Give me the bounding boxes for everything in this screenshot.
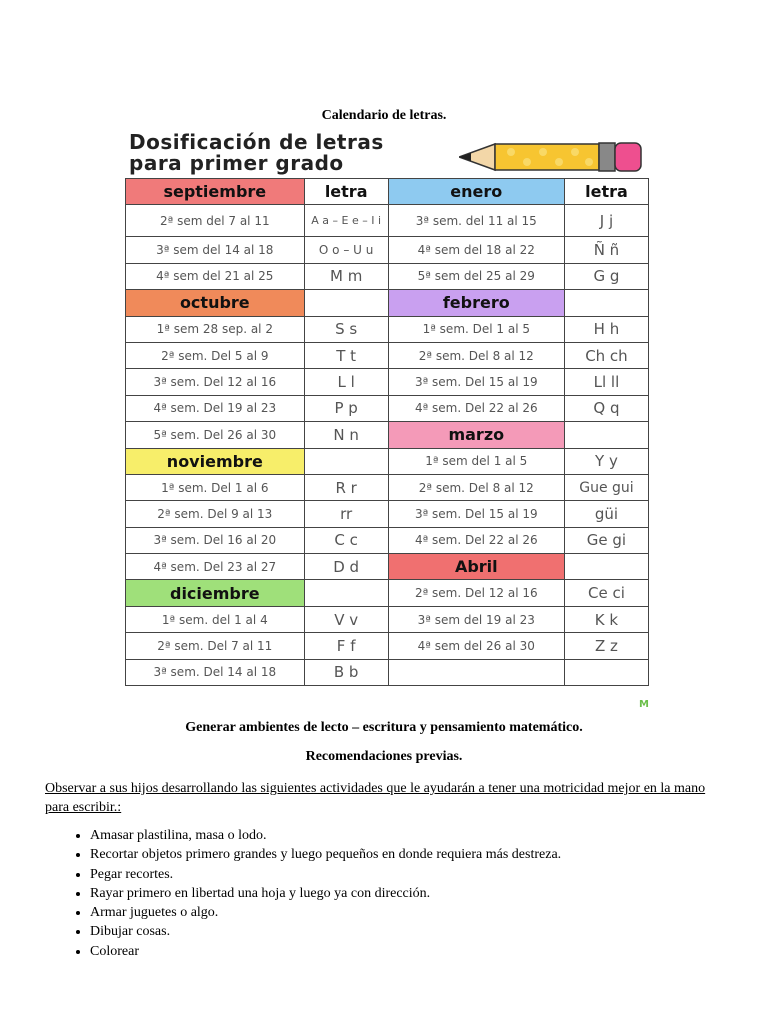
list-item: • Rayar primero en libertad una hoja y luego ya con dirección. — [90, 884, 561, 903]
letter-schedule-poster — [125, 128, 651, 710]
month-diciembre: diciembre — [126, 580, 305, 606]
week-cell: 3ª sem. Del 15 al 19 — [388, 369, 564, 395]
letter-cell: N n — [304, 422, 388, 448]
letter-cell: Ñ ñ — [564, 237, 648, 263]
week-cell: 4ª sem. Del 22 al 26 — [388, 395, 564, 421]
table-row — [126, 580, 649, 606]
letter-cell — [564, 659, 648, 685]
week-cell: 1ª sem 28 sep. al 2 — [126, 316, 305, 342]
table-row — [126, 422, 649, 448]
letter-cell: Ch ch — [564, 342, 648, 368]
table-row — [126, 474, 649, 500]
letter-cell: A a – E e – I i — [304, 205, 388, 237]
table-row — [126, 395, 649, 421]
section-title: Recomendaciones previas. — [305, 749, 463, 764]
week-cell: 3ª sem. Del 15 al 19 — [388, 501, 564, 527]
month-noviembre: noviembre — [126, 448, 305, 474]
list-item: • Pegar recortes. — [90, 865, 561, 884]
month-octubre: octubre — [126, 290, 305, 316]
table-row — [126, 554, 649, 580]
table-row — [126, 342, 649, 368]
table-row — [126, 205, 649, 237]
table-row — [126, 290, 649, 316]
letter-cell: Z z — [564, 633, 648, 659]
letter-cell: Ll ll — [564, 369, 648, 395]
document-title: Calendario de letras. — [321, 108, 447, 123]
letter-cell: V v — [304, 606, 388, 632]
week-cell — [388, 659, 564, 685]
pencil-icon — [459, 140, 645, 174]
month-enero: enero — [388, 179, 564, 205]
table-row — [126, 369, 649, 395]
letter-cell: J j — [564, 205, 648, 237]
week-cell: 5ª sem. Del 26 al 30 — [126, 422, 305, 448]
list-item: • Dibujar cosas. — [90, 922, 561, 941]
week-cell: 1ª sem. Del 1 al 6 — [126, 474, 305, 500]
table-header-row — [126, 179, 649, 205]
list-item: • Amasar plastilina, masa o lodo. — [90, 826, 561, 845]
letter-cell: T t — [304, 342, 388, 368]
letter-column-header: letra — [304, 179, 388, 205]
letter-schedule-table — [125, 178, 649, 686]
letter-cell: M m — [304, 263, 388, 289]
letter-cell: Y y — [564, 448, 648, 474]
letter-column-header: letra — [564, 179, 648, 205]
month-abril: Abril — [388, 554, 564, 580]
table-row — [126, 606, 649, 632]
week-cell: 1ª sem del 1 al 5 — [388, 448, 564, 474]
poster-heading-line2: para primer grado — [129, 151, 344, 175]
week-cell: 2ª sem. Del 9 al 13 — [126, 501, 305, 527]
watermark-logo: M — [639, 699, 649, 710]
week-cell: 4ª sem. Del 19 al 23 — [126, 395, 305, 421]
table-row — [126, 501, 649, 527]
week-cell: 3ª sem. del 11 al 15 — [388, 205, 564, 237]
week-cell: 2ª sem. Del 5 al 9 — [126, 342, 305, 368]
letter-cell: H h — [564, 316, 648, 342]
week-cell: 1ª sem. Del 1 al 5 — [388, 316, 564, 342]
letter-cell: Ce ci — [564, 580, 648, 606]
week-cell: 3ª sem del 19 al 23 — [388, 606, 564, 632]
week-cell: 4ª sem del 18 al 22 — [388, 237, 564, 263]
letter-cell — [564, 554, 648, 580]
table-row — [126, 633, 649, 659]
list-item: • Recortar objetos primero grandes y luego pequeños en donde requiera más destreza. — [90, 845, 561, 864]
week-cell: 2ª sem. Del 7 al 11 — [126, 633, 305, 659]
letter-cell: F f — [304, 633, 388, 659]
month-septiembre: septiembre — [126, 179, 305, 205]
week-cell: 3ª sem. Del 12 al 16 — [126, 369, 305, 395]
letter-cell — [304, 448, 388, 474]
letter-cell: güi — [564, 501, 648, 527]
table-row — [126, 237, 649, 263]
letter-cell: L l — [304, 369, 388, 395]
letter-cell: D d — [304, 554, 388, 580]
table-row — [126, 527, 649, 553]
week-cell: 3ª sem. Del 14 al 18 — [126, 659, 305, 685]
letter-cell: Q q — [564, 395, 648, 421]
letter-cell: S s — [304, 316, 388, 342]
letter-cell: Ge gi — [564, 527, 648, 553]
month-febrero: febrero — [388, 290, 564, 316]
week-cell: 4ª sem. Del 23 al 27 — [126, 554, 305, 580]
week-cell: 3ª sem del 14 al 18 — [126, 237, 305, 263]
letter-cell: rr — [304, 501, 388, 527]
list-item: • Armar juguetes o algo. — [90, 903, 561, 922]
intro-paragraph: Observar a sus hijos desarrollando las siguientes actividades que le ayudarán a tener una motricidad mejor en la mano para escribir.: — [45, 781, 706, 815]
week-cell: 2ª sem. Del 12 al 16 — [388, 580, 564, 606]
activities-list — [45, 826, 561, 961]
letter-cell — [564, 290, 648, 316]
letter-cell: R r — [304, 474, 388, 500]
letter-cell — [304, 580, 388, 606]
letter-cell: K k — [564, 606, 648, 632]
section-subtitle: Generar ambientes de lecto – escritura y pensamiento matemático. — [185, 720, 583, 735]
table-row — [126, 263, 649, 289]
week-cell: 4ª sem del 21 al 25 — [126, 263, 305, 289]
table-row — [126, 448, 649, 474]
letter-cell: C c — [304, 527, 388, 553]
week-cell: 4ª sem del 26 al 30 — [388, 633, 564, 659]
week-cell: 2ª sem. Del 8 al 12 — [388, 474, 564, 500]
table-row — [126, 316, 649, 342]
week-cell: 5ª sem del 25 al 29 — [388, 263, 564, 289]
week-cell: 2ª sem del 7 al 11 — [126, 205, 305, 237]
list-item: • Colorear — [90, 942, 561, 961]
poster-heading-line1: Dosificación de letras — [129, 130, 384, 154]
week-cell: 1ª sem. del 1 al 4 — [126, 606, 305, 632]
month-marzo: marzo — [388, 422, 564, 448]
letter-cell — [304, 290, 388, 316]
poster-heading — [129, 132, 384, 174]
letter-cell: B b — [304, 659, 388, 685]
week-cell: 3ª sem. Del 16 al 20 — [126, 527, 305, 553]
week-cell: 2ª sem. Del 8 al 12 — [388, 342, 564, 368]
letter-cell — [564, 422, 648, 448]
week-cell: 4ª sem. Del 22 al 26 — [388, 527, 564, 553]
letter-cell: O o – U u — [304, 237, 388, 263]
letter-cell: P p — [304, 395, 388, 421]
letter-cell: G g — [564, 263, 648, 289]
letter-cell: Gue gui — [564, 474, 648, 500]
table-row — [126, 659, 649, 685]
